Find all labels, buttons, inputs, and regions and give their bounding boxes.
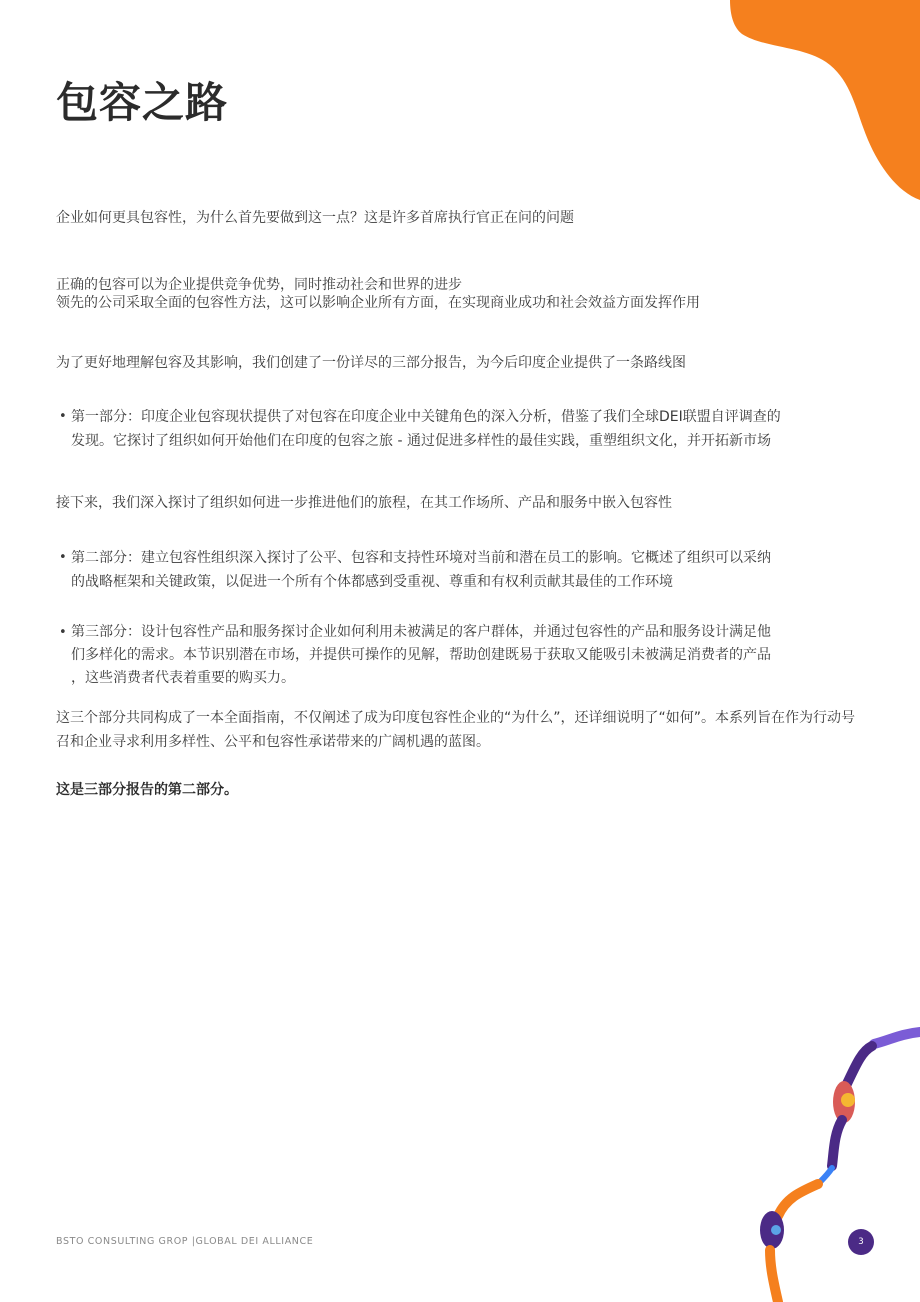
- part3-line-3: ，这些消费者代表着重要的购买力。: [71, 670, 295, 686]
- part2-line-1: • 第二部分：建立包容性组织深入探讨了公平、包容和支持性环境对当前和潜在员工的影响。它概述了组织可以采纳: [71, 550, 771, 566]
- advantage-line-2: 领先的公司采取全面的包容性方法，这可以影响企业所有方面，在实现商业成功和社会效益方面发挥作用: [56, 295, 700, 311]
- part3-line-1: • 第三部分：设计包容性产品和服务探讨企业如何利用未被满足的客户群体，并通过包容性的产品和服务设计满足他: [71, 624, 771, 640]
- page-number-badge: 3: [848, 1229, 874, 1255]
- next-intro: 接下来，我们深入探讨了组织如何进一步推进他们的旅程，在其工作场所、产品和服务中嵌入包容性: [56, 495, 672, 511]
- intro-question: 企业如何更具包容性，为什么首先要做到这一点？这是许多首席执行官正在问的问题: [56, 210, 574, 226]
- part2-line-2: 的战略框架和关键政策，以促进一个所有个体都感到受重视、尊重和有权利贡献其最佳的工作环境: [71, 574, 673, 590]
- summary-paragraph: 这三个部分共同构成了一本全面指南，不仅阐述了成为印度包容性企业的“为什么”，还详细说明了“如何”。本系列旨在作为行动号召和企业寻求利用多样性、公平和包容性承诺带来的广阔机遇的蓝图。: [56, 710, 856, 750]
- list-item-part-1: [56, 405, 862, 453]
- part1-line-2: 发现。它探讨了组织如何开始他们在印度的包容之旅 - 通过促进多样性的最佳实践，重塑组织文化，并开拓新市场: [71, 433, 771, 449]
- list-item-part-2: [56, 546, 862, 594]
- main-content: [56, 207, 862, 802]
- part1-line-1: • 第一部分：印度企业包容现状提供了对包容在印度企业中关键角色的深入分析，借鉴了我们全球DEI联盟自评调查的: [71, 409, 781, 425]
- footer-text: BSTO CONSULTING GROP |GLOBAL DEI ALLIANCE: [56, 1236, 314, 1247]
- advantage-line-1: 正确的包容可以为企业提供竞争优势，同时推动社会和世界的进步: [56, 277, 462, 293]
- page-title: 包容之路: [56, 78, 229, 127]
- ribbon-decoration: [750, 1022, 920, 1302]
- orange-blob-decoration: [730, 0, 920, 210]
- list-item-part-3: [56, 621, 862, 690]
- part3-line-2: 们多样化的需求。本节识别潜在市场，并提供可操作的见解，帮助创建既易于获取又能吸引未被满足消费者的产品: [71, 647, 771, 663]
- report-intro: 为了更好地理解包容及其影响，我们创建了一份详尽的三部分报告，为今后印度企业提供了一条路线图: [56, 355, 686, 371]
- closing-note: 这是三部分报告的第二部分。: [56, 782, 238, 798]
